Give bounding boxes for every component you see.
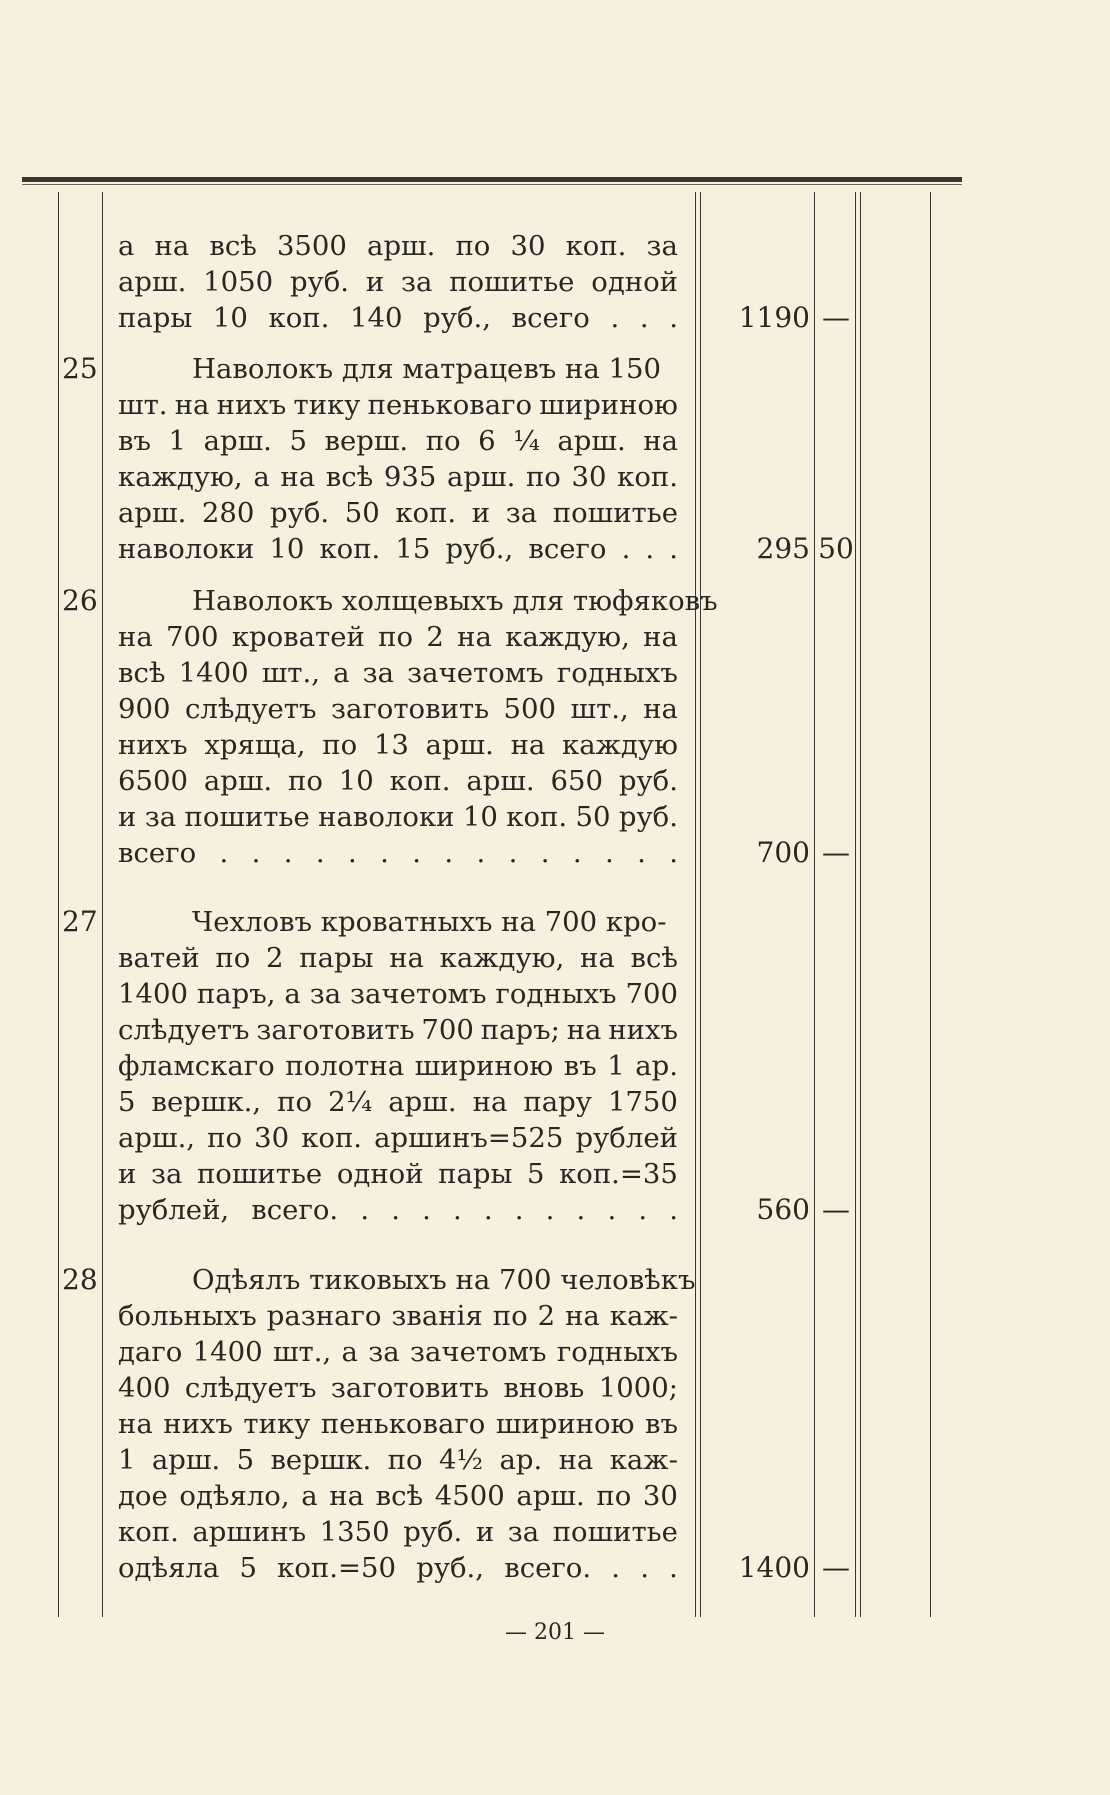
entry-line: Одѣялъ тиковыхъ на 700 человѣкъ	[192, 1264, 696, 1296]
entry-rubles: 560	[756, 1193, 810, 1226]
entry-number: 26	[62, 584, 98, 617]
entry-line: даго 1400 шт., а за зачетомъ годныхъ	[118, 1336, 678, 1368]
entry-line: шт. на нихъ тику пеньковаго шириною	[118, 389, 678, 421]
entry-line: рублей, всего. . . . . . . . . . . .	[118, 1194, 678, 1226]
entry-line: одѣяла 5 коп.=50 руб., всего. . . .	[118, 1552, 678, 1584]
entry-line: больныхъ разнаго званія по 2 на каж-	[118, 1300, 678, 1332]
entry-line: пары 10 коп. 140 руб., всего . . .	[118, 302, 678, 334]
entry-line: нихъ хряща, по 13 арш. на каждую	[118, 729, 678, 761]
column-rule-number	[102, 192, 103, 1617]
entry-kopecks: 50	[818, 532, 854, 565]
entry-line: въ 1 арш. 5 верш. по 6 ¼ арш. на	[118, 425, 678, 457]
entry-line: наволоки 10 коп. 15 руб., всего . . .	[118, 533, 678, 565]
entry-line: всѣ 1400 шт., а за зачетомъ годныхъ	[118, 657, 678, 689]
entry-rubles: 1400	[738, 1551, 810, 1584]
entry-line: каждую, а на всѣ 935 арш. по 30 коп.	[118, 461, 678, 493]
entry-line: коп. аршинъ 1350 руб. и за пошитье	[118, 1516, 678, 1548]
column-rule-desc-right	[695, 192, 696, 1617]
entry-line: ватей по 2 пары на каждую, на всѣ	[118, 942, 678, 974]
page-number: — 201 —	[505, 1620, 605, 1645]
entry-kopecks: —	[822, 301, 850, 334]
entry-description	[118, 1262, 696, 1586]
column-rule-left	[58, 192, 59, 1617]
entry-line: на 700 кроватей по 2 на каждую, на	[118, 621, 678, 653]
entry-kopecks: —	[822, 836, 850, 869]
entry-line: всего . . . . . . . . . . . . . . .	[118, 837, 678, 869]
entry-line: 400 слѣдуетъ заготовить вновь 1000;	[118, 1372, 678, 1404]
entry-line: Чехловъ кроватныхъ на 700 кро-	[192, 906, 667, 938]
entry-line: слѣдуетъ заготовить 700 паръ; на нихъ	[118, 1014, 678, 1046]
entry-line: 900 слѣдуетъ заготовить 500 шт., на	[118, 693, 678, 725]
entry-description	[118, 228, 678, 336]
entry-rubles: 700	[756, 836, 810, 869]
entry-description	[118, 351, 678, 567]
entry-line: арш. 1050 руб. и за пошитье одной	[118, 266, 678, 298]
entry-line: 6500 арш. по 10 коп. арш. 650 руб.	[118, 765, 678, 797]
header-rule	[22, 177, 962, 182]
entry-rubles: 1190	[738, 301, 810, 334]
entry-line: и за пошитье одной пары 5 коп.=35	[118, 1158, 678, 1190]
column-rule-right	[930, 192, 931, 1617]
entry-line: Наволокъ для матрацевъ на 150	[192, 353, 661, 385]
entry-line: 1400 паръ, а за зачетомъ годныхъ 700	[118, 978, 678, 1010]
entry-line: арш. 280 руб. 50 коп. и за пошитье	[118, 497, 678, 529]
entry-line: 5 вершк., по 2¼ арш. на пару 1750	[118, 1086, 678, 1118]
entry-line: а на всѣ 3500 арш. по 30 коп. за	[118, 230, 678, 262]
entry-kopecks: —	[822, 1551, 850, 1584]
column-rule-kopecks-2	[860, 192, 861, 1617]
column-rule-rubles	[814, 192, 815, 1617]
entry-description	[118, 583, 718, 871]
entry-line: Наволокъ холщевыхъ для тюфяковъ	[192, 585, 718, 617]
header-rule-thin	[22, 184, 962, 185]
entry-line: арш., по 30 коп. аршинъ=525 рублей	[118, 1122, 678, 1154]
entry-number: 25	[62, 352, 98, 385]
column-rule-desc-right-2	[700, 192, 701, 1617]
entry-description	[118, 904, 678, 1228]
entry-line: фламскаго полотна шириною въ 1 ар.	[118, 1050, 678, 1082]
entry-number: 28	[62, 1263, 98, 1296]
column-rule-kopecks	[855, 192, 856, 1617]
entry-line: дое одѣяло, а на всѣ 4500 арш. по 30	[118, 1480, 678, 1512]
entry-line: на нихъ тику пеньковаго шириною въ	[118, 1408, 678, 1440]
entry-line: и за пошитье наволоки 10 коп. 50 руб.	[118, 801, 678, 833]
entry-rubles: 295	[756, 532, 810, 565]
entry-kopecks: —	[822, 1193, 850, 1226]
entry-line: 1 арш. 5 вершк. по 4½ ар. на каж-	[118, 1444, 678, 1476]
entry-number: 27	[62, 905, 98, 938]
